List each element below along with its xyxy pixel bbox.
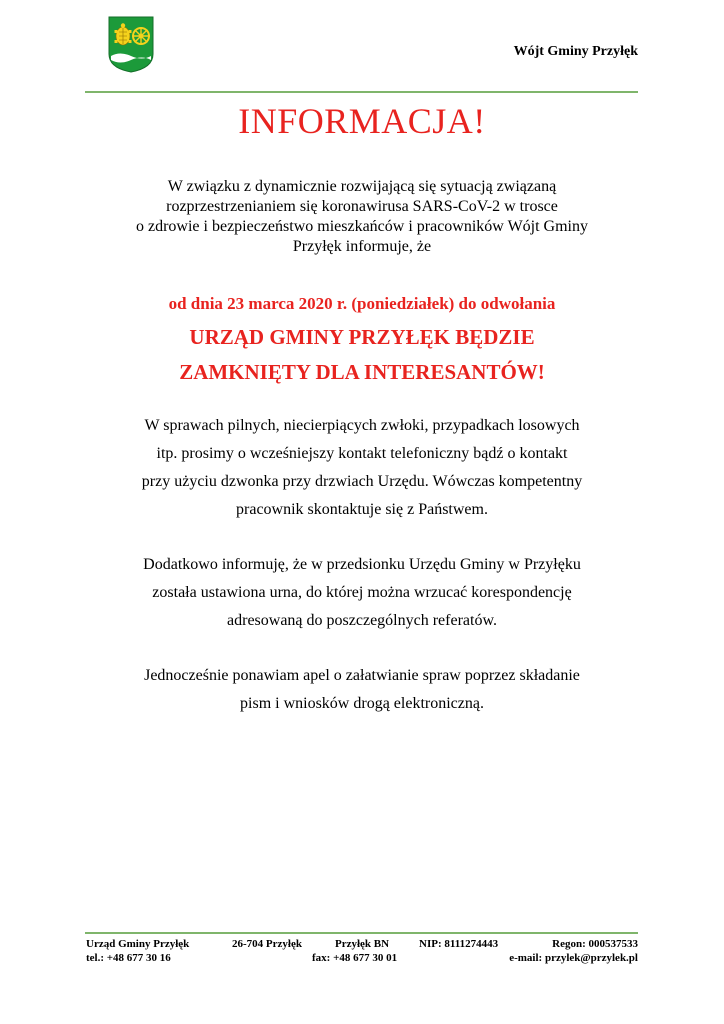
paragraph-line: Jednocześnie ponawiam apel o załatwianie spraw poprzez składanie	[144, 667, 580, 684]
paragraph-line: została ustawiona urna, do której można wrzucać korespondencję	[152, 584, 572, 601]
footer-tel: tel.: +48 677 30 16	[86, 952, 171, 964]
paragraph-line: adresowaną do poszczególnych referatów.	[227, 612, 497, 629]
closure-date: od dnia 23 marca 2020 r. (poniedziałek) do odwołania	[168, 294, 556, 313]
paragraph-line: Dodatkowo informuję, że w przedsionku Urzędu Gminy w Przyłęku	[143, 556, 581, 573]
coat-of-arms-icon	[108, 16, 154, 73]
electronic-submission-paragraph	[62, 662, 662, 718]
page-title: INFORMACJA!	[238, 101, 486, 141]
paragraph-line: przy użyciu dzwonka przy drzwiach Urzędu. Wówczas kompetentny	[141, 473, 583, 490]
closure-notice-line-1: URZĄD GMINY PRZYŁĘK BĘDZIE	[189, 325, 535, 349]
paragraph-line: pism i wniosków drogą elektroniczną.	[240, 695, 484, 712]
footer-nip: NIP: 8111274443	[419, 938, 499, 950]
footer-regon: Regon: 000537533	[552, 938, 638, 950]
intro-line: o zdrowie i bezpieczeństwo mieszkańców i pracowników Wójt Gminy	[135, 218, 588, 235]
paragraph-line: pracownik skontaktuje się z Państwem.	[236, 501, 488, 518]
issuer-name: Wójt Gminy Przyłęk	[513, 44, 638, 59]
urgent-matters-paragraph	[62, 412, 662, 524]
footer-postal: 26-704 Przyłęk	[232, 938, 302, 950]
closure-notice-line-2: ZAMKNIĘTY DLA INTERESANTÓW!	[179, 360, 545, 384]
intro-line: Przyłęk informuje, że	[292, 238, 432, 255]
footer-office: Urząd Gminy Przyłęk	[86, 938, 190, 950]
intro-line: rozprzestrzenianiem się koronawirusa SARS-CoV-2 w trosce	[166, 198, 558, 215]
footer-email[interactable]: e-mail: przylek@przylek.pl	[509, 952, 638, 964]
paragraph-line: itp. prosimy o wcześniejszy kontakt telefoniczny bądź o kontakt	[156, 445, 568, 462]
footer-divider	[85, 932, 638, 934]
header-divider	[85, 91, 638, 93]
footer-city: Przyłęk BN	[335, 938, 390, 950]
intro-paragraph	[62, 177, 662, 257]
footer-fax: fax: +48 677 30 01	[312, 952, 398, 964]
paragraph-line: W sprawach pilnych, niecierpiących zwłoki, przypadkach losowych	[144, 417, 580, 434]
mail-urn-paragraph	[62, 551, 662, 635]
intro-line: W związku z dynamicznie rozwijającą się sytuacją związaną	[167, 178, 557, 195]
